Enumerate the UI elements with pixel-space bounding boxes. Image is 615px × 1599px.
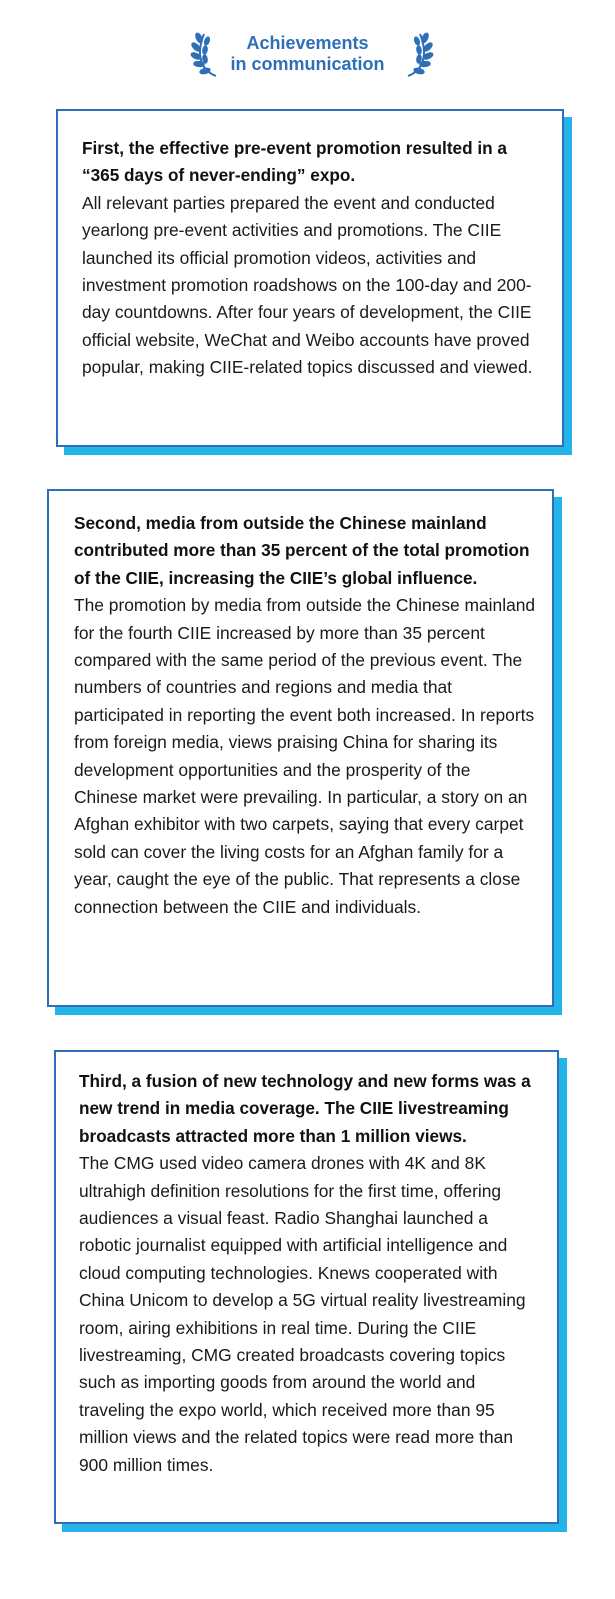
card-heading: First, the effective pre-event promotion resulted in a “365 days of never-ending” expo. xyxy=(82,138,507,186)
laurel-wreath-icon xyxy=(398,28,434,78)
achievement-card-second xyxy=(47,489,554,1007)
card-body: The CMG used video camera drones with 4K and 8K ultrahigh definition resolutions for the first time, offering audiences a visual feast. Radio Shanghai launched a robotic journalist equipped with artificial intelligence and cloud computing technologies. Knews cooperated with China Unicom to develop a 5G virtual reality livestreaming room, airing exhibitions in real time. During the CIIE livestreaming, CMG created broadcasts covering topics such as importing goods from around the world and traveling the expo world, which received more than 95 million views and the related topics were read more than 900 million times. xyxy=(79,1153,526,1475)
card-body: The promotion by media from outside the Chinese mainland for the fourth CIIE increased by more than 35 percent compared with the same period of the previous event. The numbers of countries and regions and media that participated in reporting the event both increased. In reports from foreign media, views praising China for sharing its development opportunities and the prosperity of the Chinese market were prevailing. In particular, a story on an Afghan exhibitor with two carpets, saying that every carpet sold can cover the living costs for an Afghan family for a year, caught the eye of the public. That represents a close connection between the CIIE and individuals. xyxy=(74,595,536,917)
section-header xyxy=(0,22,615,82)
achievement-card-first xyxy=(56,109,564,447)
header-title-line2: in communication xyxy=(230,54,385,74)
achievement-card-third xyxy=(54,1050,559,1524)
header-title xyxy=(0,33,615,75)
card-heading: Second, media from outside the Chinese mainland contributed more than 35 percent of the total promotion of the CIIE, increasing the CIIE’s global influence. xyxy=(74,513,530,588)
header-title-line1: Achievements xyxy=(246,33,369,53)
card-body: All relevant parties prepared the event and conducted yearlong pre-event activities and promotions. The CIIE launched its official promotion videos, activities and investment promotion roadshows on the 100-day and 200-day countdowns. After four years of development, the CIIE official website, WeChat and Weibo accounts have proved popular, making CIIE-related topics discussed and viewed. xyxy=(82,192,533,378)
card-heading: Third, a fusion of new technology and new forms was a new trend in media coverage. The CIIE livestreaming broadcasts attracted more than 1 million views. xyxy=(79,1071,531,1146)
